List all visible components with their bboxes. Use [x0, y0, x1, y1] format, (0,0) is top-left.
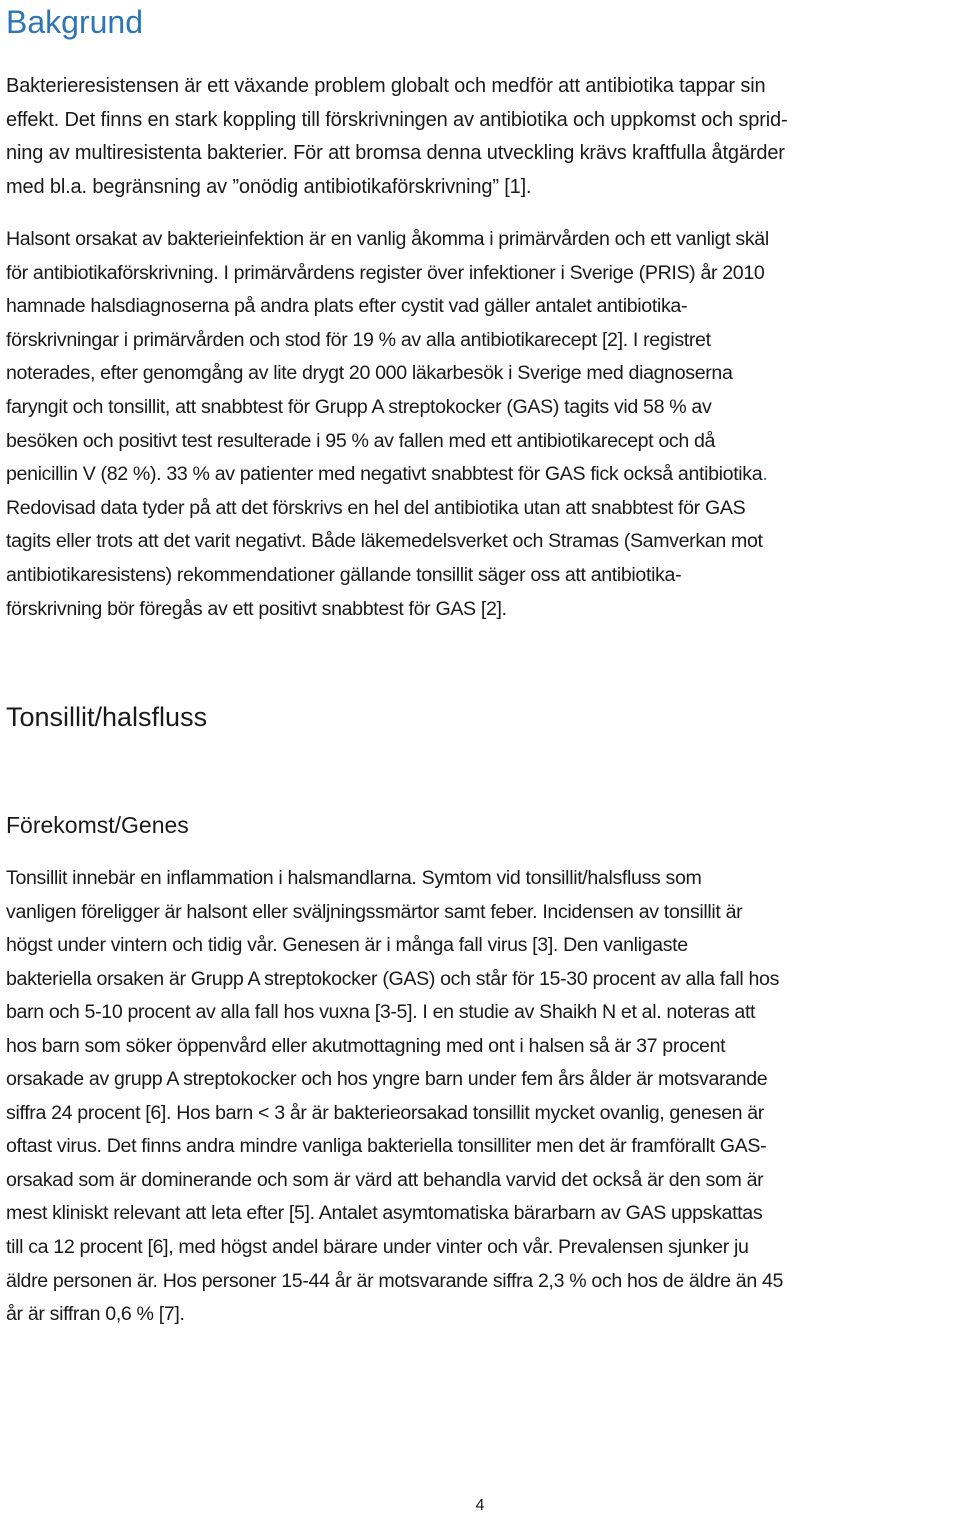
text-line: orsakad som är dominerande och som är värd att behandla varvid det också är den som är: [6, 1168, 764, 1191]
text-line: vanligen föreligger är halsont eller sväljningssmärtor samt feber. Incidensen av tonsillit är: [6, 900, 743, 923]
text-line: faryngit och tonsillit, att snabbtest för Grupp A streptokocker (GAS) tagits vid 58 % av: [6, 395, 712, 418]
text-line: förskrivning bör föregås av ett positivt snabbtest för GAS [2].: [6, 597, 507, 620]
heading-tonsillit: Tonsillit/halsfluss: [6, 702, 208, 732]
text-line: Tonsillit innebär en inflammation i halsmandlarna. Symtom vid tonsillit/halsfluss som: [6, 867, 702, 889]
text-line: Bakterieresistensen är ett växande problem globalt och medför att antibiotika tappar sin: [6, 75, 766, 97]
text-line: [6, 458, 769, 492]
heading-forekomst: Förekomst/Genes: [6, 812, 189, 838]
text-line: noterades, efter genomgång av lite drygt 20 000 läkarbesök i Sverige med diagnoserna: [6, 362, 733, 385]
text-line: bakteriella orsaken är Grupp A streptokocker (GAS) och står för 15-30 procent av alla fall hos: [6, 967, 780, 990]
page-number: 4: [475, 1497, 485, 1514]
text-line: tagits eller trots att det varit negativt. Både läkemedelsverket och Stramas (Samverkan mot: [6, 530, 763, 553]
text-line: siffra 24 procent [6]. Hos barn < 3 år är bakterieorsakad tonsillit mycket ovanlig, genesen är: [6, 1101, 764, 1124]
text-line: högst under vintern och tidig vår. Genesen är i många fall virus [3]. Den vanligaste: [6, 934, 688, 957]
text-line: oftast virus. Det finns andra mindre vanliga bakteriella tonsilliter men det är framförallt GAS-: [6, 1135, 767, 1158]
text-line: förskrivningar i primärvården och stod för 19 % av alla antibiotikarecept [2]. I registret: [6, 328, 711, 351]
text-line: antibiotikaresistens) rekommendationer gällande tonsillit säger oss att antibiotika-: [6, 563, 682, 586]
paragraph-tonsillit: [6, 862, 783, 1332]
paragraph-halsont: [6, 223, 769, 626]
text-line: effekt. Det finns en stark koppling till förskrivningen av antibiotika och uppkomst och sprid-: [6, 108, 788, 131]
text-line: ning av multiresistenta bakterier. För att bromsa denna utveckling krävs kraftfulla åtgärder: [6, 142, 785, 164]
text-line: mest kliniskt relevant att leta efter [5]. Antalet asymtomatiska bärarbarn av GAS uppskattas: [6, 1202, 763, 1225]
heading-bakgrund: Bakgrund: [6, 4, 143, 40]
text-line: med bl.a. begränsning av ”onödig antibiotikaförskrivning” [1].: [6, 175, 532, 198]
text-line: hamnade halsdiagnoserna på andra plats efter cystit vad gäller antalet antibiotika-: [6, 295, 688, 318]
text-line: äldre personen är. Hos personer 15-44 år är motsvarande siffra 2,3 % och hos de äldre än 45: [6, 1269, 784, 1292]
text-line: för antibiotikaförskrivning. I primärvårdens register över infektioner i Sverige (PRIS) år 2010: [6, 261, 765, 284]
text-line: år är siffran 0,6 % [7].: [6, 1303, 185, 1326]
text-line: till ca 12 procent [6], med högst andel bärare under vinter och vår. Prevalensen sjunker ju: [6, 1236, 749, 1259]
trailing-dot: .: [762, 463, 768, 486]
text-line: orsakade av grupp A streptokocker och hos yngre barn under fem års ålder är motsvarande: [6, 1068, 768, 1091]
paragraph-resistance: [6, 70, 788, 204]
text-line-content: penicillin V (82 %). 33 % av patienter med negativt snabbtest för GAS fick också antibiotika: [6, 463, 763, 486]
text-line: Redovisad data tyder på att det förskrivs en hel del antibiotika utan att snabbtest för GAS: [6, 496, 746, 519]
text-line: besöken och positivt test resulterade i 95 % av fallen med ett antibiotikarecept och då: [6, 429, 716, 452]
text-line: hos barn som söker öppenvård eller akutmottagning med ont i halsen så är 37 procent: [6, 1034, 726, 1057]
text-line: Halsont orsakat av bakterieinfektion är en vanlig åkomma i primärvården och ett vanligt skäl: [6, 228, 769, 250]
text-line: barn och 5-10 procent av alla fall hos vuxna [3-5]. I en studie av Shaikh N et al. noteras att: [6, 1001, 756, 1024]
